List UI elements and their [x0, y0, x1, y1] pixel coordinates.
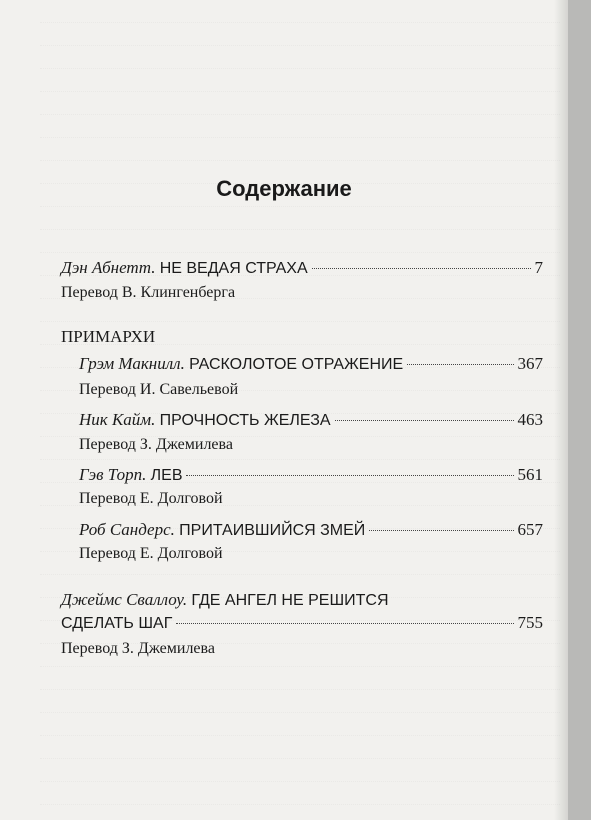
dot-leader — [369, 530, 513, 531]
entry-author: Ник Кайм — [79, 410, 152, 429]
entry-author: Джеймс Сваллоу — [61, 590, 183, 609]
entry-author: Гэв Торп — [79, 465, 143, 484]
toc-entry[interactable]: Гэв Торп. ЛЕВ 561 — [79, 465, 543, 484]
page-title: Содержание — [216, 176, 352, 201]
entry-author: Роб Сандерс — [79, 520, 171, 539]
dot-leader — [335, 420, 514, 421]
entry-translator: Перевод И. Савельевой — [79, 381, 239, 398]
toc-entry[interactable]: Грэм Макнилл. РАСКОЛОТОЕ ОТРАЖЕНИЕ 367 — [79, 354, 543, 373]
entry-title: РАСКОЛОТОЕ ОТРАЖЕНИЕ — [189, 356, 404, 373]
entry-page-number: 755 — [517, 613, 543, 632]
toc-entry-first-line[interactable]: Джеймс Сваллоу. ГДЕ АНГЕЛ НЕ РЕШИТСЯ — [61, 590, 389, 609]
dot-leader — [407, 364, 513, 365]
toc-entry[interactable]: Роб Сандерс. ПРИТАИВШИЙСЯ ЗМЕЙ 657 — [79, 520, 543, 539]
toc-entry[interactable]: Ник Кайм. ПРОЧНОСТЬ ЖЕЛЕЗА 463 — [79, 410, 543, 429]
entry-translator: Перевод В. Клингенберга — [61, 284, 236, 301]
entry-page-number: 367 — [517, 354, 543, 373]
dot-leader — [312, 268, 531, 269]
entry-translator: Перевод З. Джемилева — [79, 436, 233, 453]
entry-title: ЛЕВ — [150, 467, 183, 484]
dot-leader — [186, 475, 513, 476]
entry-title: НЕ ВЕДАЯ СТРАХА — [159, 260, 308, 277]
entry-title-line1: ГДЕ АНГЕЛ НЕ РЕШИТСЯ — [191, 592, 389, 609]
toc-entry[interactable] — [61, 613, 543, 633]
toc-entry[interactable]: Дэн Абнетт. НЕ ВЕДАЯ СТРАХА 7 — [61, 258, 543, 277]
entry-translator: Перевод Е. Долговой — [79, 490, 223, 507]
entry-author: Дэн Абнетт — [61, 258, 152, 277]
section-heading: ПРИМАРХИ — [61, 327, 156, 346]
entry-page-number: 657 — [517, 520, 543, 539]
entry-title: ПРОЧНОСТЬ ЖЕЛЕЗА — [159, 412, 331, 429]
entry-page-number: 463 — [517, 410, 543, 429]
entry-title-line2: СДЕЛАТЬ ШАГ — [61, 615, 173, 632]
entry-author: Грэм Макнилл — [79, 354, 181, 373]
entry-page-number: 7 — [534, 258, 543, 277]
entry-title: ПРИТАИВШИЙСЯ ЗМЕЙ — [179, 522, 366, 539]
dot-leader — [176, 623, 513, 624]
entry-translator: Перевод Е. Долговой — [79, 545, 223, 562]
entry-translator: Перевод З. Джемилева — [61, 640, 215, 657]
entry-page-number: 561 — [517, 465, 543, 484]
